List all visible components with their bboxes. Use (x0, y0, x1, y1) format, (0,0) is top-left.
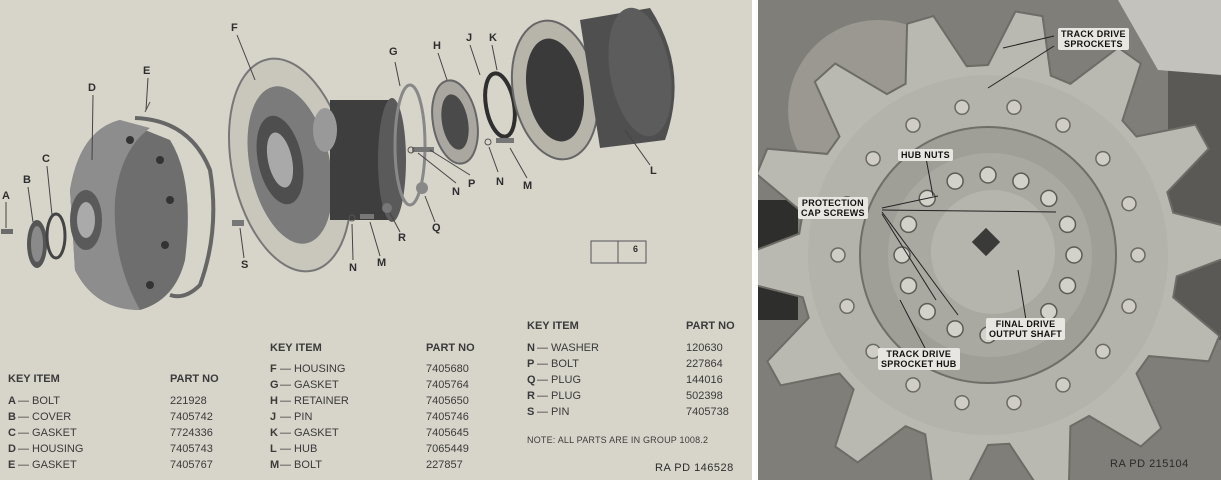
hub-nut (980, 167, 996, 183)
key-item-header: KEY ITEM (527, 320, 579, 332)
parts-table-3 (527, 320, 749, 422)
table-row: A — BOLT 221928 (8, 395, 207, 407)
table-row: K — GASKET 7405645 (270, 427, 469, 439)
table-row: L — HUB 7065449 (270, 443, 469, 455)
hub-nut (947, 173, 963, 189)
table-row: R — PLUG 502398 (527, 390, 723, 402)
label-q: Q (432, 222, 441, 234)
callout-protection-cap-screws: PROTECTION CAP SCREWS (798, 197, 868, 219)
callout-track-drive-sprockets: TRACK DRIVE SPROCKETS (1058, 28, 1129, 50)
sprocket-bolt (831, 248, 845, 262)
sprocket-bolt (1122, 299, 1136, 313)
table-row: C — GASKET 7724336 (8, 427, 213, 439)
callout-track-drive-sprocket-hub: TRACK DRIVE SPROCKET HUB (878, 348, 960, 370)
callout-final-drive-output-shaft: FINAL DRIVE OUTPUT SHAFT (986, 318, 1065, 340)
table-row: D — HOUSING 7405743 (8, 443, 213, 455)
hub-nut (901, 216, 917, 232)
table-row: J — PIN 7405746 (270, 411, 469, 423)
table-header (527, 320, 749, 336)
label-n-upper-right: N (496, 176, 504, 188)
table-row: M — BOLT 227857 (270, 459, 463, 471)
part-h-retainer (426, 77, 484, 167)
label-c: C (42, 153, 50, 165)
part-b-cover (27, 220, 47, 268)
label-a: A (2, 190, 10, 202)
label-m-lower: M (377, 257, 387, 269)
label-m-upper: M (523, 180, 533, 192)
part-no-header: PART NO (426, 342, 475, 354)
label-r: R (398, 232, 406, 244)
part-c-gasket (47, 214, 65, 258)
sprocket-bolt (1056, 378, 1070, 392)
label-f: F (231, 22, 238, 34)
table-row: P — BOLT 227864 (527, 358, 723, 370)
sprocket-bolt (1131, 248, 1145, 262)
label-n-lower: N (349, 262, 357, 274)
sprocket-bolt (906, 118, 920, 132)
sprocket-bolt (1007, 100, 1021, 114)
part-a-bolt (1, 229, 13, 234)
group-note: NOTE: ALL PARTS ARE IN GROUP 1008.2 (527, 435, 709, 445)
part-l-hub (501, 3, 680, 166)
label-s: S (241, 259, 249, 271)
hub-nut (947, 321, 963, 337)
label-d: D (88, 82, 96, 94)
label-l: L (650, 165, 657, 177)
sprocket-photo-panel (758, 0, 1221, 480)
label-p: P (468, 178, 476, 190)
hub-nut (1013, 173, 1029, 189)
sprocket-bolt (1007, 396, 1021, 410)
table-row: H — RETAINER 7405650 (270, 395, 469, 407)
sprocket-bolt (955, 100, 969, 114)
table-row: F — HOUSING 7405680 (270, 363, 469, 375)
figure-code-right: RA PD 215104 (1110, 458, 1189, 470)
callout-hub-nuts: HUB NUTS (898, 149, 953, 161)
sprocket-photo (758, 0, 1221, 480)
label-j: J (466, 32, 473, 44)
parts-table-1 (8, 373, 238, 475)
label-k: K (489, 32, 497, 44)
sprocket-bolt (840, 299, 854, 313)
label-e: E (143, 65, 151, 77)
hub-nut (901, 278, 917, 294)
key-item-header: KEY ITEM (8, 373, 60, 385)
hub-nut (1060, 278, 1076, 294)
sprocket-bolt (906, 378, 920, 392)
label-g: G (389, 46, 398, 58)
table-row: G — GASKET 7405764 (270, 379, 469, 391)
figure-number: 6 (633, 244, 639, 254)
label-b: B (23, 174, 31, 186)
part-f-housing (211, 47, 406, 282)
part-no-header: PART NO (686, 320, 735, 332)
table-row: E — GASKET 7405767 (8, 459, 213, 471)
hub-nut (1041, 190, 1057, 206)
sprocket-bolt (1096, 344, 1110, 358)
key-item-header: KEY ITEM (270, 342, 322, 354)
sprocket-bolt (866, 152, 880, 166)
sprocket-bolt (955, 396, 969, 410)
hub-nut (1060, 216, 1076, 232)
sprocket-bolt (1122, 197, 1136, 211)
sprocket-bolt (1056, 118, 1070, 132)
label-h: H (433, 40, 441, 52)
table-row: S — PIN 7405738 (527, 406, 729, 418)
part-d-housing (70, 120, 188, 310)
label-n-upper-left: N (452, 186, 460, 198)
table-row: Q — PLUG 144016 (527, 374, 723, 386)
table-row: B — COVER 7405742 (8, 411, 213, 423)
part-no-header: PART NO (170, 373, 219, 385)
sprocket-bolt (1096, 152, 1110, 166)
hub-nut (1066, 247, 1082, 263)
table-row: N — WASHER 120630 (527, 342, 723, 354)
hub-nut (919, 304, 935, 320)
table-header (8, 373, 238, 389)
figure-code-left: RA PD 146528 (655, 462, 734, 474)
parts-table-2 (270, 342, 500, 475)
table-header (270, 342, 500, 358)
